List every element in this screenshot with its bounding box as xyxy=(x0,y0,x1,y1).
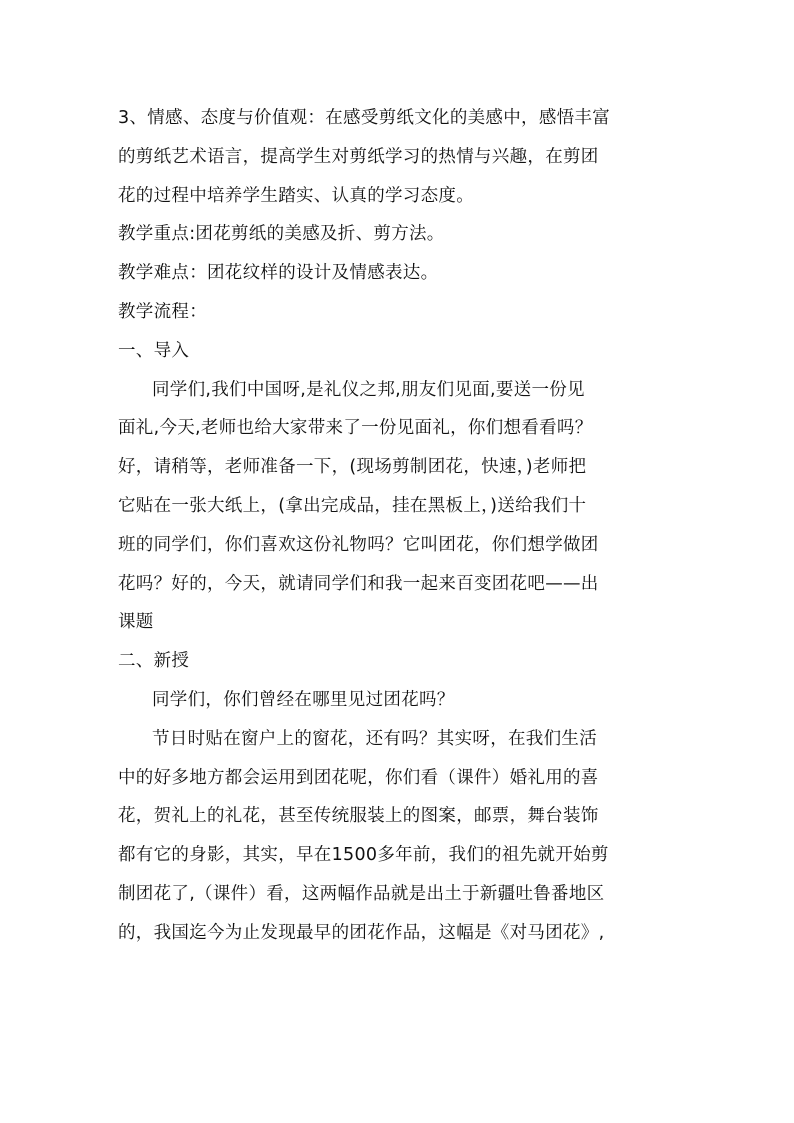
teaching-focus: 教学重点:团花剪纸的美感及折、剪方法。 xyxy=(118,224,445,245)
new-lesson-paragraph-line: 中的好多地方都会运用到团花呢，你们看（课件）婚礼用的喜 xyxy=(118,767,599,788)
new-lesson-paragraph-line: 制团花了,（课件）看，这两幅作品就是出土于新疆吐鲁番地区 xyxy=(118,883,605,904)
new-lesson-paragraph-line: 花，贺礼上的礼花，甚至传统服装上的图案，邮票，舞台装饰 xyxy=(118,806,599,827)
new-lesson-paragraph-line: 的，我国迄今为止发现最早的团花作品，这幅是《对马团花》, xyxy=(118,922,605,943)
new-lesson-paragraph-line: 节日时贴在窗户上的窗花，还有吗？其实呀，在我们生活 xyxy=(152,728,597,749)
introduction-paragraph-line: 班的同学们，你们喜欢这份礼物吗？它叫团花，你们想学做团 xyxy=(118,534,599,555)
teaching-process-heading: 教学流程： xyxy=(118,301,207,322)
introduction-paragraph-line: 同学们,我们中国呀,是礼仪之邦,朋友们见面,要送一份见 xyxy=(152,379,585,400)
teaching-difficulty: 教学难点：团花纹样的设计及情感表达。 xyxy=(118,263,439,284)
introduction-paragraph-line: 它贴在一张大纸上，(拿出完成品，挂在黑板上，)送给我们十 xyxy=(118,495,587,516)
objective-3-line-2: 的剪纸艺术语言，提高学生对剪纸学习的热情与兴趣，在剪团 xyxy=(118,146,599,167)
section-new-lesson-heading: 二、新授 xyxy=(118,651,190,672)
objective-3-line-1: 3、情感、态度与价值观：在感受剪纸文化的美感中，感悟丰富 xyxy=(118,108,611,128)
new-lesson-paragraph-line: 都有它的身影，其实，早在1500多年前，我们的祖先就开始剪 xyxy=(118,845,609,866)
introduction-paragraph-line: 好，请稍等，老师准备一下，(现场剪制团花，快速，)老师把 xyxy=(118,457,587,478)
document-body xyxy=(118,99,678,953)
introduction-paragraph-line: 课题 xyxy=(118,612,154,633)
section-introduction-heading: 一、导入 xyxy=(118,340,190,361)
new-lesson-question: 同学们，你们曾经在哪里见过团花吗？ xyxy=(152,689,455,710)
objective-3-line-3: 花的过程中培养学生踏实、认真的学习态度。 xyxy=(118,185,474,206)
introduction-paragraph-line: 面礼,今天,老师也给大家带来了一份见面礼，你们想看看吗？ xyxy=(118,418,593,439)
introduction-paragraph-line: 花吗？好的，今天，就请同学们和我一起来百变团花吧——出 xyxy=(118,573,599,594)
